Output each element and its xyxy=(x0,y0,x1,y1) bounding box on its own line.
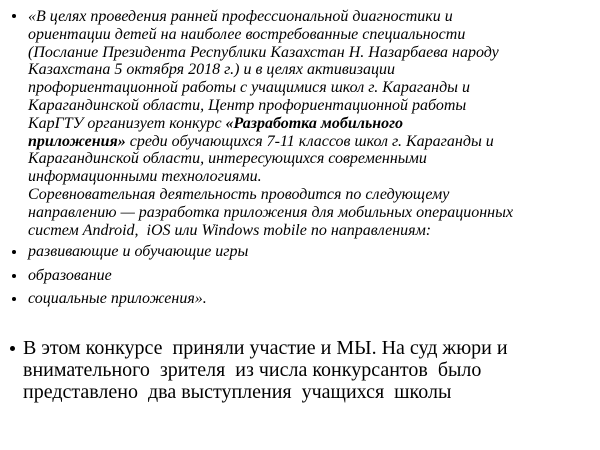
list-item-label: развивающие и обучающие игры xyxy=(28,243,249,261)
text-line: внимательного зрителя из числа конкурсантов было xyxy=(23,359,482,382)
text-line xyxy=(28,61,513,79)
text-line xyxy=(28,222,513,240)
bullet-icon xyxy=(12,14,16,18)
text-line xyxy=(28,44,513,62)
text-run: КарГТУ организует конкурс xyxy=(28,114,226,132)
text-line: В этом конкурсе приняли участие и МЫ. На суд жюри и xyxy=(23,336,508,359)
text-line xyxy=(28,168,513,186)
text-run: (Послание Президента Республики Казахстан Н. Назарбаева народу xyxy=(28,43,499,61)
text-line xyxy=(28,115,513,133)
list-item-label: социальные приложения». xyxy=(28,289,207,307)
list-item xyxy=(10,290,596,308)
bold-text-run: «Разработка мобильного xyxy=(225,114,404,132)
bullet-icon xyxy=(12,274,16,278)
bullet-icon xyxy=(10,346,15,351)
list-item-label: образование xyxy=(28,266,112,284)
list-item xyxy=(10,267,596,285)
text-line xyxy=(28,204,513,222)
closing-text-block xyxy=(23,337,508,404)
intro-text-block xyxy=(28,8,513,239)
text-run: направлению — разработка приложения для мобильных операционных xyxy=(28,203,514,221)
sub-bullet-list xyxy=(10,243,596,307)
text-run: «В целях проведения ранней профессиональной диагностики и xyxy=(28,8,453,25)
text-run: Карагандинской области, Центр профориентационной работы xyxy=(28,96,467,114)
text-run: среди обучающихся 7-11 классов школ г. Караганды и xyxy=(125,132,494,150)
text-run: Казахстана 5 октября 2018 г.) и в целях активизации xyxy=(28,61,396,79)
text-run: Карагандинской области, интересующихся современными xyxy=(28,150,427,168)
text-line xyxy=(28,26,513,44)
text-line xyxy=(28,150,513,168)
text-line xyxy=(28,8,513,26)
text-line xyxy=(28,133,513,151)
text-run: профориентационной работы с учащимися школ г. Караганды и xyxy=(28,79,470,97)
list-item xyxy=(10,243,596,261)
text-line xyxy=(28,97,513,115)
bullet-icon xyxy=(12,297,16,301)
text-line xyxy=(28,186,513,204)
closing-bullet-item xyxy=(10,337,596,404)
intro-bullet-item xyxy=(10,8,596,239)
bold-text-run: приложения» xyxy=(28,132,126,150)
bullet-icon xyxy=(12,250,16,254)
text-line: представлено два выступления учащихся школы xyxy=(23,381,452,404)
text-line xyxy=(28,79,513,97)
text-run: информационными технологиями. xyxy=(28,168,262,186)
text-run: Соревновательная деятельность проводится по следующему xyxy=(28,185,450,203)
text-run: систем Android, iOS или Windows mobile по направлениям: xyxy=(28,221,432,239)
text-run: ориентации детей на наиболее востребованные специальности xyxy=(28,25,466,43)
